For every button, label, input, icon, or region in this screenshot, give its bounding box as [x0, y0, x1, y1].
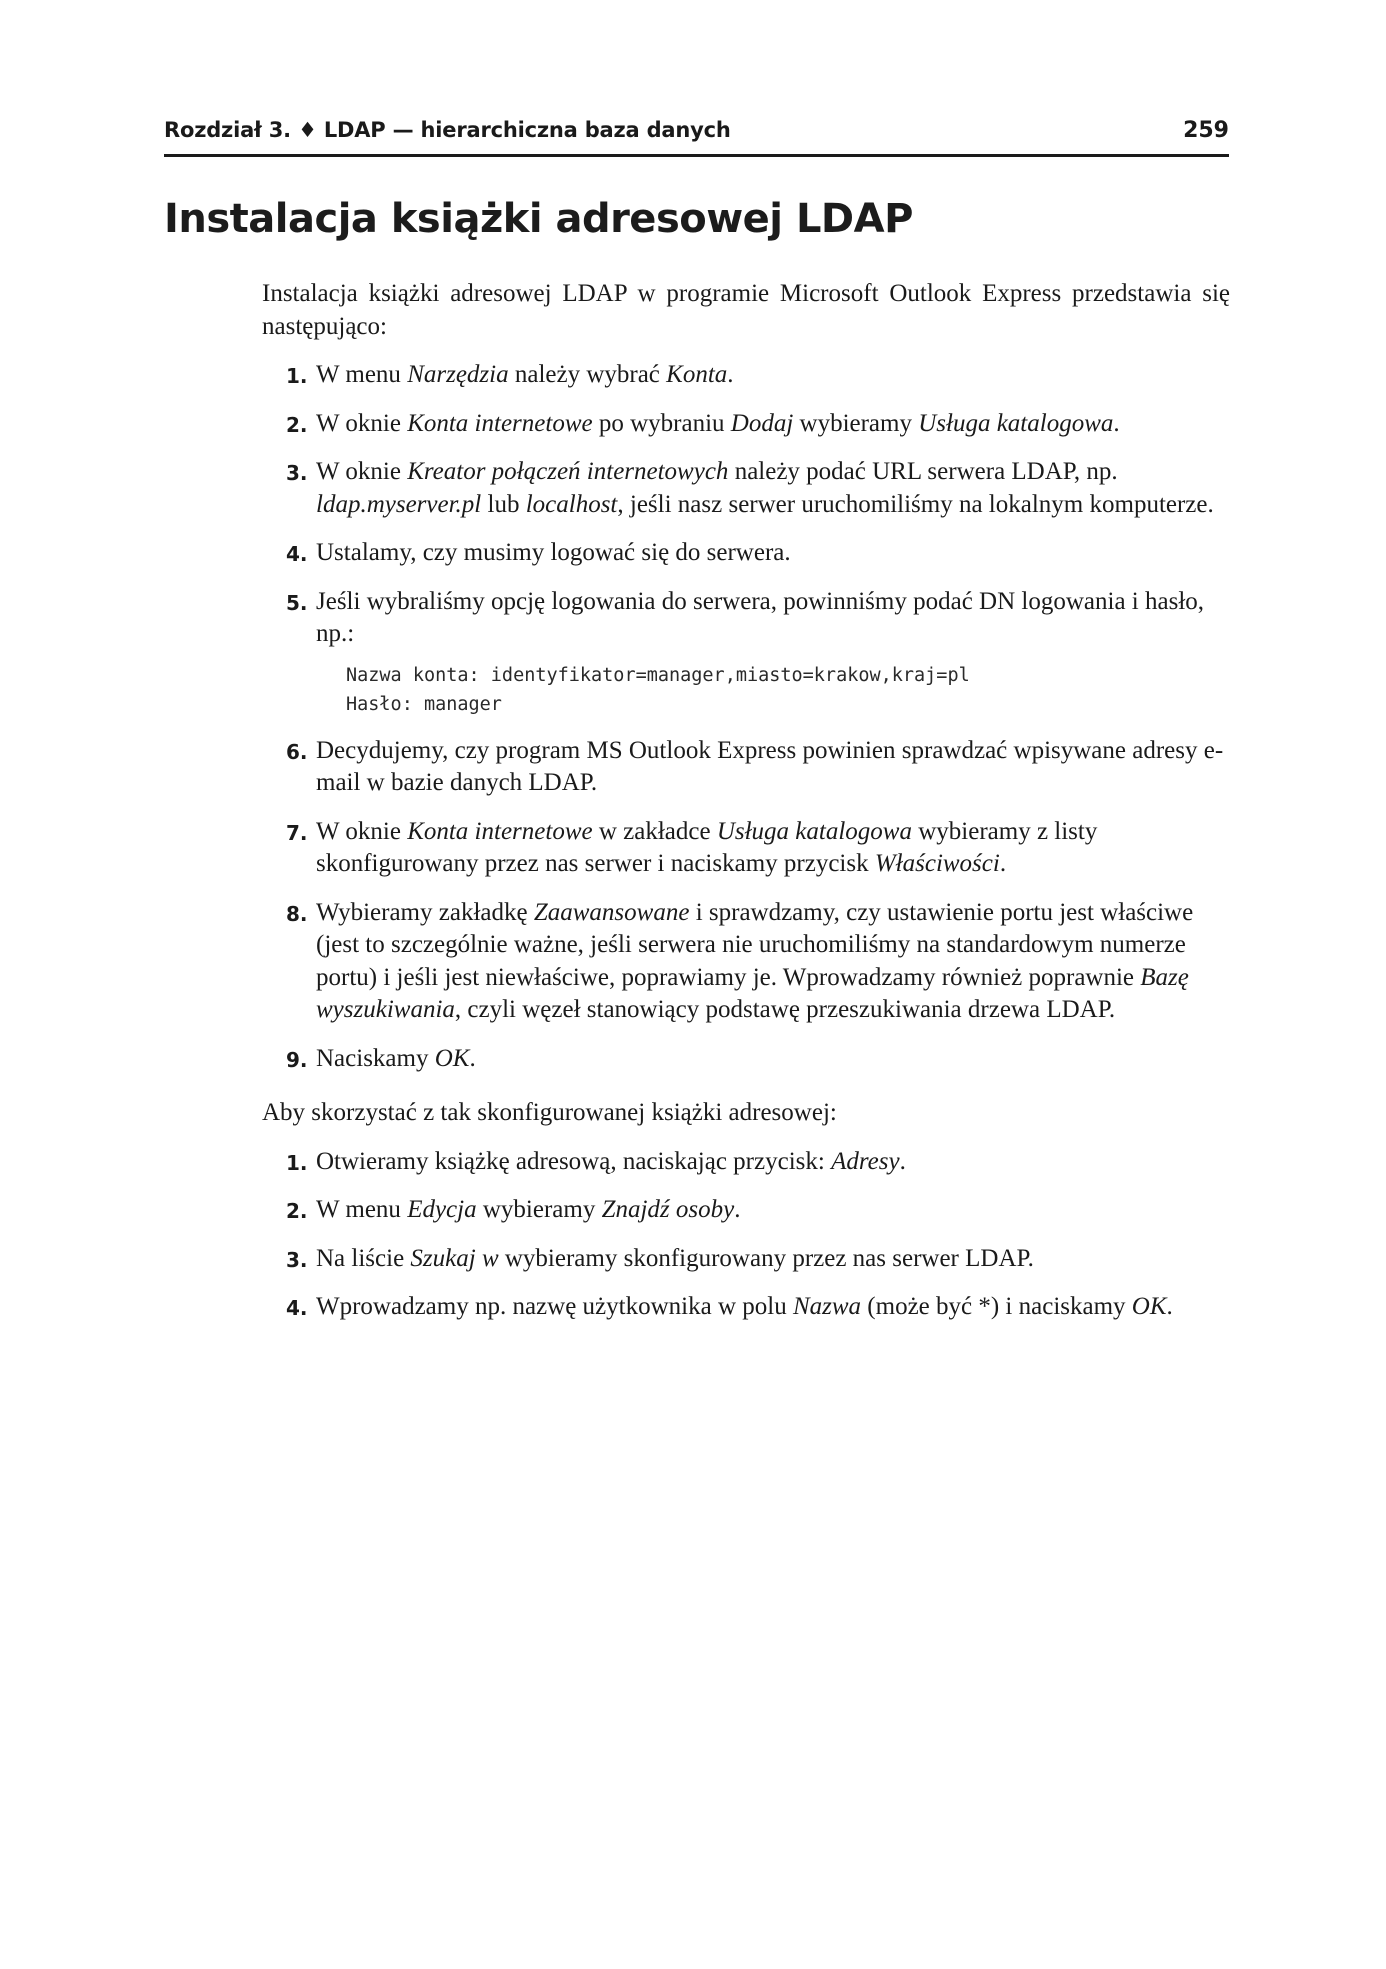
main-content [262, 278, 1230, 1340]
step-number: 6. [286, 739, 308, 764]
step-number: 4. [286, 1296, 308, 1320]
step-number: 3. [286, 1247, 308, 1272]
list-item: 3. W oknie Kreator połączeń internetowych należy podać URL serwera LDAP, np. ldap.myserver.pl lub localhost, jeśli nasz serwer uruchomiliśmy na lokalnym komputerze. [286, 458, 1214, 518]
intro-paragraph: Instalacja książki adresowej LDAP w programie Microsoft Outlook Express przedstawia się następująco: [262, 280, 1230, 340]
list-item: 3. Na liście Szukaj w wybieramy skonfigurowany przez nas serwer LDAP. [262, 1243, 1230, 1276]
page-title: Instalacja książki adresowej LDAP [164, 196, 913, 242]
diamond-separator-icon: ♦ [298, 118, 317, 142]
step-number: 5. [286, 590, 308, 615]
step-number: 4. [286, 542, 308, 566]
list-item: 8. Wybieramy zakładkę Zaawansowane i sprawdzamy, czy ustawienie portu jest właściwe (jest to szczególnie ważne, jeśli serwera nie uruchomiliśmy na standardowym numerze portu) i jeśli jest niewłaściwe, poprawiamy je. Wprowadzamy również poprawnie Bazę wyszukiwania, czyli węzeł stanowiący podstawę przeszukiwania drzewa LDAP. [286, 898, 1194, 1023]
list-item: 1. W menu Narzędzia należy wybrać Konta. [262, 359, 1230, 392]
code-line: Hasło: manager [346, 693, 502, 715]
step-number: 1. [286, 1150, 308, 1175]
page-number: 259 [1183, 118, 1229, 143]
section-label: LDAP — hierarchiczna baza danych [323, 118, 731, 142]
step-number: 9. [286, 1047, 308, 1072]
step-number: 1. [286, 364, 308, 388]
list-item: 4. Ustalamy, czy musimy logować się do serwera. [262, 537, 1230, 570]
step-number: 2. [286, 1199, 308, 1223]
list-item: 2. W oknie Konta internetowe po wybraniu Dodaj wybieramy Usługa katalogowa. [262, 408, 1230, 441]
running-title [164, 118, 731, 142]
running-header [164, 118, 1229, 157]
list-item: 4. Wprowadzamy np. nazwę użytkownika w polu Nazwa (może być *) i naciskamy OK. [262, 1291, 1230, 1324]
list-item: 7. W oknie Konta internetowe w zakładce Usługa katalogowa wybieramy z listy skonfigurowany przez nas serwer i naciskamy przycisk Właściwości. [286, 817, 1098, 877]
usage-intro-paragraph: Aby skorzystać z tak skonfigurowanej książki adresowej: [262, 1099, 837, 1126]
step-number: 7. [286, 820, 308, 845]
step-number: 8. [286, 901, 308, 926]
step-number: 3. [286, 461, 308, 485]
code-line: Nazwa konta: identyfikator=manager,miasto=krakow,kraj=pl [346, 664, 970, 686]
list-item: 5. Jeśli wybraliśmy opcję logowania do serwera, powinniśmy podać DN logowania i hasło, np.: Nazwa konta: identyfikator=manager,miasto=krakow,kraj=pl Hasło: manager [262, 586, 1230, 719]
list-item: 2. W menu Edycja wybieramy Znajdź osoby. [262, 1194, 1230, 1227]
list-item: 1. Otwieramy książkę adresową, naciskając przycisk: Adresy. [262, 1146, 1230, 1179]
list-item: 6. Decydujemy, czy program MS Outlook Express powinien sprawdzać wpisywane adresy e-mail w bazie danych LDAP. [286, 736, 1224, 796]
list-item: 9. Naciskamy OK. [262, 1043, 1230, 1076]
chapter-label: Rozdział 3. [164, 118, 291, 142]
usage-steps-list [262, 1146, 1230, 1324]
step-number: 2. [286, 412, 308, 437]
code-block [346, 661, 1230, 719]
install-steps-list [262, 359, 1230, 1075]
